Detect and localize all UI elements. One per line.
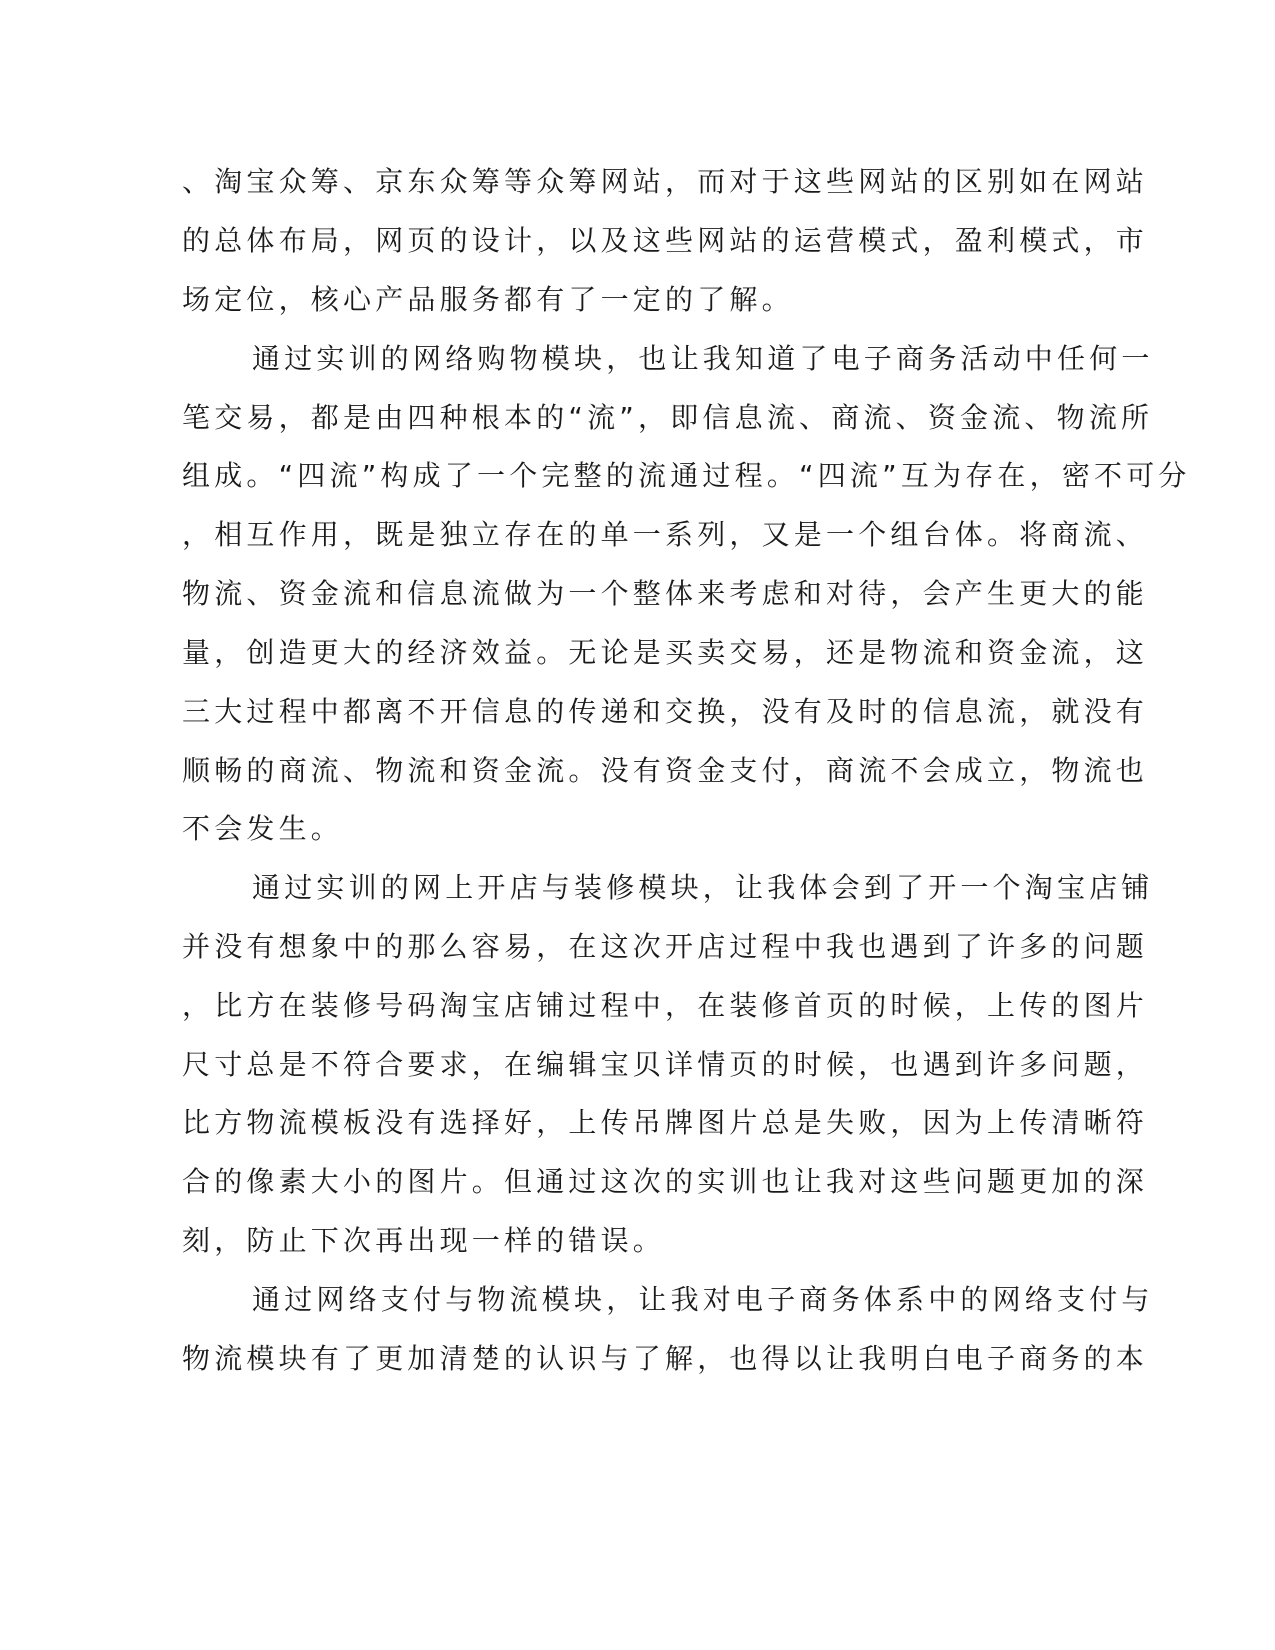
paragraph-first-line: 通过网络支付与物流模块，让我对电子商务体系中的网络支付与 (252, 1283, 1154, 1316)
paragraph-first-line: 通过实训的网上开店与装修模块，让我体会到了开一个淘宝店铺 (252, 871, 1154, 904)
text-line: 三大过程中都离不开信息的传递和交换，没有及时的信息流，就没有 (182, 695, 1149, 728)
text-line: 并没有想象中的那么容易，在这次开店过程中我也遇到了许多的问题 (182, 930, 1149, 963)
text-line: ，比方在装修号码淘宝店铺过程中，在装修首页的时候，上传的图片 (182, 989, 1149, 1022)
text-line: 物流模块有了更加清楚的认识与了解，也得以让我明白电子商务的本 (182, 1342, 1149, 1375)
text-line: 比方物流模板没有选择好，上传吊牌图片总是失败，因为上传清晰符 (182, 1106, 1149, 1139)
text-line: 顺畅的商流、物流和资金流。没有资金支付，商流不会成立，物流也 (182, 754, 1149, 787)
text-line: 尺寸总是不符合要求，在编辑宝贝详情页的时候，也遇到许多问题， (182, 1048, 1149, 1081)
paragraph-first-line: 通过实训的网络购物模块，也让我知道了电子商务活动中任何一 (252, 342, 1154, 375)
text-line: 的总体布局，网页的设计，以及这些网站的运营模式，盈利模式，市 (182, 224, 1149, 257)
text-line: 物流、资金流和信息流做为一个整体来考虑和对待，会产生更大的能 (182, 577, 1149, 610)
text-line: 刻，防止下次再出现一样的错误。 (182, 1224, 666, 1257)
text-line: ，相互作用，既是独立存在的单一系列，又是一个组台体。将商流、 (182, 518, 1149, 551)
text-line: 量，创造更大的经济效益。无论是买卖交易，还是物流和资金流，这 (182, 636, 1149, 669)
text-line: 组成。“四流”构成了一个完整的流通过程。“四流”互为存在，密不可分 (182, 459, 1191, 492)
text-line: 、淘宝众筹、京东众筹等众筹网站，而对于这些网站的区别如在网站 (182, 165, 1149, 198)
text-line: 笔交易，都是由四种根本的“流”，即信息流、商流、资金流、物流所 (182, 401, 1154, 434)
text-line: 不会发生。 (182, 812, 344, 845)
text-line: 场定位，核心产品服务都有了一定的了解。 (182, 283, 794, 316)
text-line: 合的像素大小的图片。但通过这次的实训也让我对这些问题更加的深 (182, 1165, 1149, 1198)
